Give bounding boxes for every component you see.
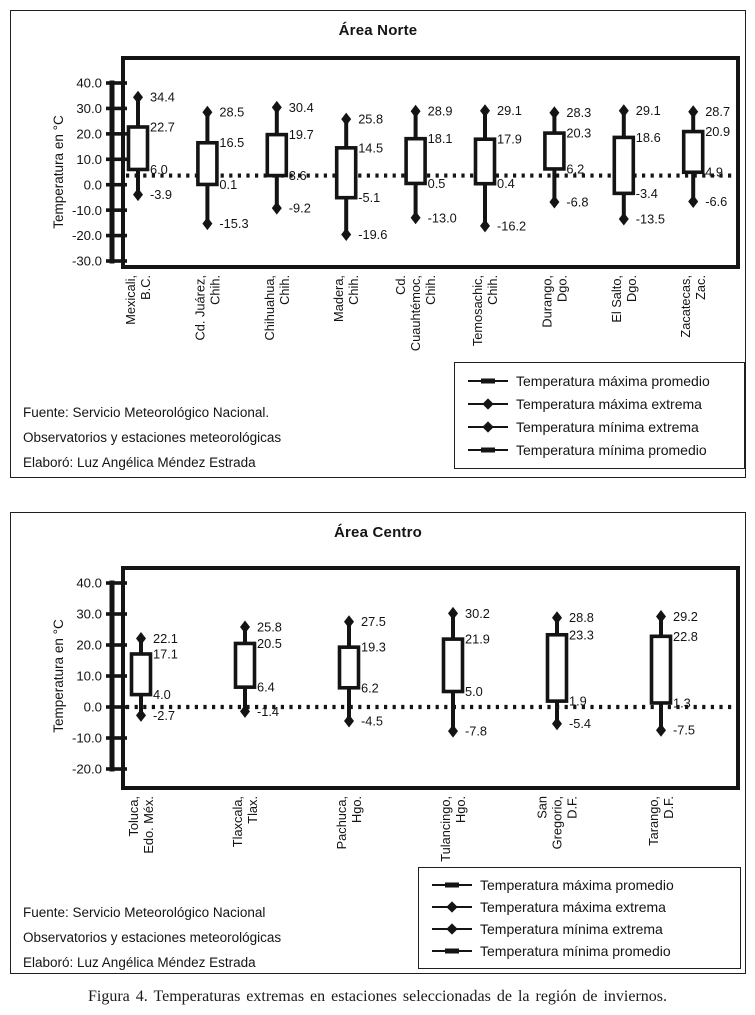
promedio-box xyxy=(198,143,217,185)
legend-item: Temperatura mínima extrema xyxy=(467,419,740,435)
figure-caption: Figura 4. Temperaturas extremas en estaciones seleccionadas de la región de inviernos. xyxy=(87,988,668,1005)
value-label-max_extrema: 30.4 xyxy=(288,99,314,115)
y-tick-label: 30.0 xyxy=(76,606,102,622)
station-group xyxy=(609,103,665,322)
value-label-max_promedio: 19.7 xyxy=(288,127,314,143)
plot-border xyxy=(123,568,738,788)
y-tick-label: -10.0 xyxy=(71,202,102,218)
legend-item: Temperatura mínima extrema xyxy=(431,921,736,937)
value-label-min_promedio: -3.4 xyxy=(635,185,658,201)
value-label-max_promedio: 17.1 xyxy=(153,646,178,662)
y-tick xyxy=(106,767,127,771)
y-tick xyxy=(106,612,127,616)
max-extrema-marker xyxy=(202,106,212,119)
value-label-min_extrema: -6.6 xyxy=(705,193,728,209)
max-extrema-marker xyxy=(688,105,698,118)
station-group xyxy=(438,606,490,862)
y-tick-label: 40.0 xyxy=(76,575,102,591)
value-label-min_extrema: -15.3 xyxy=(219,216,249,232)
min-extrema-marker xyxy=(619,213,629,226)
max-extrema-marker xyxy=(240,621,250,634)
value-label-max_promedio: 19.3 xyxy=(361,639,386,655)
value-label-min_extrema: -19.6 xyxy=(358,227,388,243)
y-tick xyxy=(106,157,127,161)
max-extrema-marker xyxy=(272,101,282,114)
value-label-min_extrema: -5.4 xyxy=(569,716,592,732)
y-tick xyxy=(106,183,127,187)
station-label: Chih. xyxy=(276,275,292,305)
value-label-max_promedio: 14.5 xyxy=(358,140,384,156)
legend-item: Temperatura máxima extrema xyxy=(431,899,736,915)
value-label-max_extrema: 34.4 xyxy=(150,89,175,105)
station-label: El Salto, xyxy=(608,275,624,323)
station-label: Toluca, xyxy=(125,796,141,837)
extrema-marker-icon xyxy=(467,419,509,435)
station-group xyxy=(534,610,593,849)
value-label-max_extrema: 28.3 xyxy=(566,105,592,121)
station-label: Hgo. xyxy=(452,796,468,824)
y-tick-label: -30.0 xyxy=(71,253,102,269)
promedio-box xyxy=(267,135,286,176)
station-group xyxy=(646,609,698,846)
station-group xyxy=(393,104,457,351)
y-tick xyxy=(106,643,127,647)
y-tick xyxy=(106,259,127,263)
value-label-max_extrema: 29.1 xyxy=(497,103,522,119)
y-tick-label: -20.0 xyxy=(71,228,102,244)
promedio-marker-icon xyxy=(467,442,509,458)
promedio-marker-icon xyxy=(431,943,473,959)
value-label-min_promedio: 4.9 xyxy=(705,164,723,180)
value-label-max_extrema: 25.8 xyxy=(358,111,384,127)
station-label: Zac. xyxy=(693,275,709,300)
min-extrema-marker xyxy=(448,725,458,738)
station-label: Dgo. xyxy=(623,275,639,303)
value-label-min_promedio: 0.1 xyxy=(219,176,238,192)
y-tick xyxy=(106,107,127,111)
station-label: Tulancingo, xyxy=(437,796,453,862)
value-label-max_promedio: 20.3 xyxy=(566,125,592,141)
station-label: Dgo. xyxy=(554,275,570,303)
value-label-min_extrema: -1.4 xyxy=(257,703,280,719)
value-label-max_extrema: 28.9 xyxy=(427,103,453,119)
y-tick-label: 20.0 xyxy=(76,637,102,653)
station-label: Mexicali, xyxy=(122,275,138,325)
station-label: Chih. xyxy=(423,275,439,305)
value-label-max_extrema: 28.8 xyxy=(569,610,594,626)
min-extrema-marker xyxy=(552,717,562,730)
value-label-max_extrema: 25.8 xyxy=(257,619,282,635)
max-extrema-marker xyxy=(411,105,421,118)
value-label-min_extrema: -4.5 xyxy=(361,713,384,729)
station-group xyxy=(123,90,175,325)
value-label-min_promedio: 6.4 xyxy=(257,679,275,695)
value-label-min_extrema: -3.9 xyxy=(150,187,173,203)
extrema-marker-icon xyxy=(467,396,509,412)
source-note xyxy=(23,400,281,475)
min-extrema-marker xyxy=(272,202,282,215)
max-extrema-marker xyxy=(133,91,143,104)
value-label-max_promedio: 22.8 xyxy=(673,628,698,644)
station-group xyxy=(470,103,526,346)
value-label-max_extrema: 30.2 xyxy=(465,605,490,621)
value-label-min_promedio: 6.2 xyxy=(566,161,585,177)
promedio-marker-icon xyxy=(431,877,473,893)
value-label-min_promedio: 1.3 xyxy=(673,695,691,711)
station-label: Cd. xyxy=(393,275,409,295)
value-label-max_extrema: 22.1 xyxy=(153,630,178,646)
value-label-max_extrema: 28.5 xyxy=(219,104,245,120)
station-label: D.F. xyxy=(660,796,676,819)
max-extrema-marker xyxy=(619,104,629,117)
value-label-min_promedio: 4.0 xyxy=(153,687,171,703)
min-extrema-marker xyxy=(549,196,559,209)
y-tick xyxy=(106,81,127,85)
legend-item: Temperatura máxima extrema xyxy=(467,396,740,412)
station-label: San xyxy=(534,796,550,819)
source-line: Observatorios y estaciones meteorológicas xyxy=(23,930,282,945)
station-label: Tlaxcala, xyxy=(229,796,245,848)
station-group xyxy=(539,105,591,327)
y-tick-label: 10.0 xyxy=(76,151,102,167)
value-label-min_promedio: 3.6 xyxy=(288,168,307,184)
value-label-min_extrema: -2.7 xyxy=(153,707,176,723)
station-label: Chih. xyxy=(207,275,223,305)
legend-box xyxy=(418,867,741,969)
max-extrema-marker xyxy=(480,104,490,117)
y-tick-label: 10.0 xyxy=(76,668,102,684)
chart-title: Área Centro xyxy=(333,524,423,541)
station-group xyxy=(262,100,314,341)
value-label-min_promedio: 0.4 xyxy=(497,176,515,192)
extrema-marker-icon xyxy=(431,899,473,915)
promedio-box xyxy=(406,139,425,184)
min-extrema-marker xyxy=(341,228,351,241)
value-label-max_promedio: 22.7 xyxy=(150,119,175,135)
y-tick-label: -10.0 xyxy=(71,730,102,746)
value-label-min_extrema: -13.0 xyxy=(427,210,457,226)
station-label: Temosachic, xyxy=(469,275,485,347)
min-extrema-marker xyxy=(688,195,698,208)
station-group xyxy=(230,620,282,848)
value-label-max_promedio: 21.9 xyxy=(465,631,490,647)
y-tick xyxy=(106,581,127,585)
station-label: Chihuahua, xyxy=(261,275,277,341)
y-tick-label: 0.0 xyxy=(83,177,102,193)
y-tick-label: 0.0 xyxy=(83,699,102,715)
value-label-max_promedio: 18.6 xyxy=(635,129,661,145)
value-label-max_extrema: 29.1 xyxy=(635,103,661,119)
station-group xyxy=(331,112,387,322)
station-group xyxy=(126,631,178,854)
station-label: Zacatecas, xyxy=(678,275,694,338)
min-extrema-marker xyxy=(136,709,146,722)
value-label-max_promedio: 18.1 xyxy=(427,131,453,147)
station-label: Edo. Méx. xyxy=(140,796,156,854)
promedio-box xyxy=(652,636,671,703)
source-line: Elaboró: Luz Angélica Méndez Estrada xyxy=(23,955,256,970)
max-extrema-marker xyxy=(656,610,666,623)
promedio-box xyxy=(236,643,255,687)
value-label-min_promedio: 1.9 xyxy=(569,693,587,709)
max-extrema-marker xyxy=(341,113,351,126)
station-label: Chih. xyxy=(346,275,362,305)
station-label: B.C. xyxy=(137,275,153,300)
extrema-marker-icon xyxy=(431,921,473,937)
value-label-min_extrema: -6.8 xyxy=(566,194,589,210)
station-label: Chih. xyxy=(484,275,500,305)
value-label-min_extrema: -7.5 xyxy=(673,722,696,738)
value-label-min_promedio: 5.0 xyxy=(465,683,483,699)
promedio-box xyxy=(614,137,633,193)
value-label-min_extrema: -9.2 xyxy=(288,200,311,216)
station-label: Hgo. xyxy=(348,796,364,824)
station-label: Durango, xyxy=(539,275,555,328)
station-group xyxy=(334,614,386,849)
value-label-min_promedio: 0.5 xyxy=(427,175,446,191)
station-label: Cuauhtémoc, xyxy=(408,275,424,352)
value-label-min_promedio: 6.0 xyxy=(150,161,168,177)
y-tick xyxy=(106,208,127,212)
min-extrema-marker xyxy=(656,724,666,737)
value-label-max_promedio: 16.5 xyxy=(219,135,245,151)
value-label-max_promedio: 17.9 xyxy=(497,131,522,147)
promedio-box xyxy=(548,635,567,701)
promedio-box xyxy=(132,654,151,695)
max-extrema-marker xyxy=(344,615,354,628)
value-label-min_extrema: -13.5 xyxy=(635,211,665,227)
y-tick xyxy=(106,132,127,136)
y-tick-label: 30.0 xyxy=(76,101,102,117)
value-label-min_extrema: -7.8 xyxy=(465,723,488,739)
promedio-box xyxy=(684,132,703,173)
value-label-max_promedio: 20.9 xyxy=(705,124,731,140)
source-note xyxy=(23,900,281,975)
y-tick-label: 20.0 xyxy=(76,126,102,142)
max-extrema-marker xyxy=(448,607,458,620)
min-extrema-marker xyxy=(202,217,212,230)
source-line: Fuente: Servicio Meteorológico Nacional xyxy=(23,905,266,920)
legend-item: Temperatura mínima promedio xyxy=(431,943,736,959)
promedio-box xyxy=(444,639,463,691)
value-label-max_extrema: 29.2 xyxy=(673,608,698,624)
station-label: Pachuca, xyxy=(333,796,349,850)
source-line: Fuente: Servicio Meteorológico Nacional. xyxy=(23,405,270,420)
y-tick xyxy=(106,234,127,238)
station-label: Cd. Juárez, xyxy=(192,275,208,341)
legend-item: Temperatura máxima promedio xyxy=(467,373,740,389)
chart-area-centro xyxy=(10,512,746,974)
chart-area-norte xyxy=(10,10,746,478)
promedio-box xyxy=(476,139,495,184)
value-label-max_extrema: 28.7 xyxy=(705,104,731,120)
station-group xyxy=(192,105,248,341)
station-label: Gregorio, xyxy=(549,796,565,850)
value-label-max_promedio: 23.3 xyxy=(569,627,594,643)
min-extrema-marker xyxy=(411,211,421,224)
value-label-min_promedio: 6.2 xyxy=(361,680,379,696)
legend-item: Temperatura máxima promedio xyxy=(431,877,736,893)
station-label: Tarango, xyxy=(645,796,661,846)
y-tick xyxy=(106,736,127,740)
min-extrema-marker xyxy=(133,188,143,201)
max-extrema-marker xyxy=(552,611,562,624)
y-tick-label: 40.0 xyxy=(76,75,102,91)
value-label-min_promedio: -5.1 xyxy=(358,190,381,206)
value-label-min_extrema: -16.2 xyxy=(497,218,527,234)
legend-box xyxy=(454,362,745,469)
y-tick xyxy=(106,705,127,709)
promedio-marker-icon xyxy=(467,373,509,389)
max-extrema-marker xyxy=(549,106,559,119)
station-label: Tlax. xyxy=(244,796,260,824)
chart-title: Área Norte xyxy=(338,22,418,39)
y-axis-title: Temperatura en °C xyxy=(51,115,66,229)
max-extrema-marker xyxy=(136,632,146,645)
legend-item: Temperatura mínima promedio xyxy=(467,442,740,458)
source-line: Elaboró: Luz Angélica Méndez Estrada xyxy=(23,455,256,470)
promedio-box xyxy=(337,148,356,198)
value-label-max_extrema: 27.5 xyxy=(361,614,386,630)
min-extrema-marker xyxy=(344,714,354,727)
promedio-box xyxy=(129,127,148,169)
promedio-box xyxy=(545,133,564,169)
source-line: Observatorios y estaciones meteorológicas xyxy=(23,430,282,445)
station-group xyxy=(678,104,730,337)
y-tick-label: -20.0 xyxy=(71,761,102,777)
min-extrema-marker xyxy=(480,219,490,232)
station-label: Madera, xyxy=(331,275,347,322)
station-label: D.F. xyxy=(564,796,580,819)
value-label-max_promedio: 20.5 xyxy=(257,635,282,651)
y-tick xyxy=(106,674,127,678)
promedio-box xyxy=(340,647,359,688)
y-axis-title: Temperatura en °C xyxy=(51,619,66,733)
